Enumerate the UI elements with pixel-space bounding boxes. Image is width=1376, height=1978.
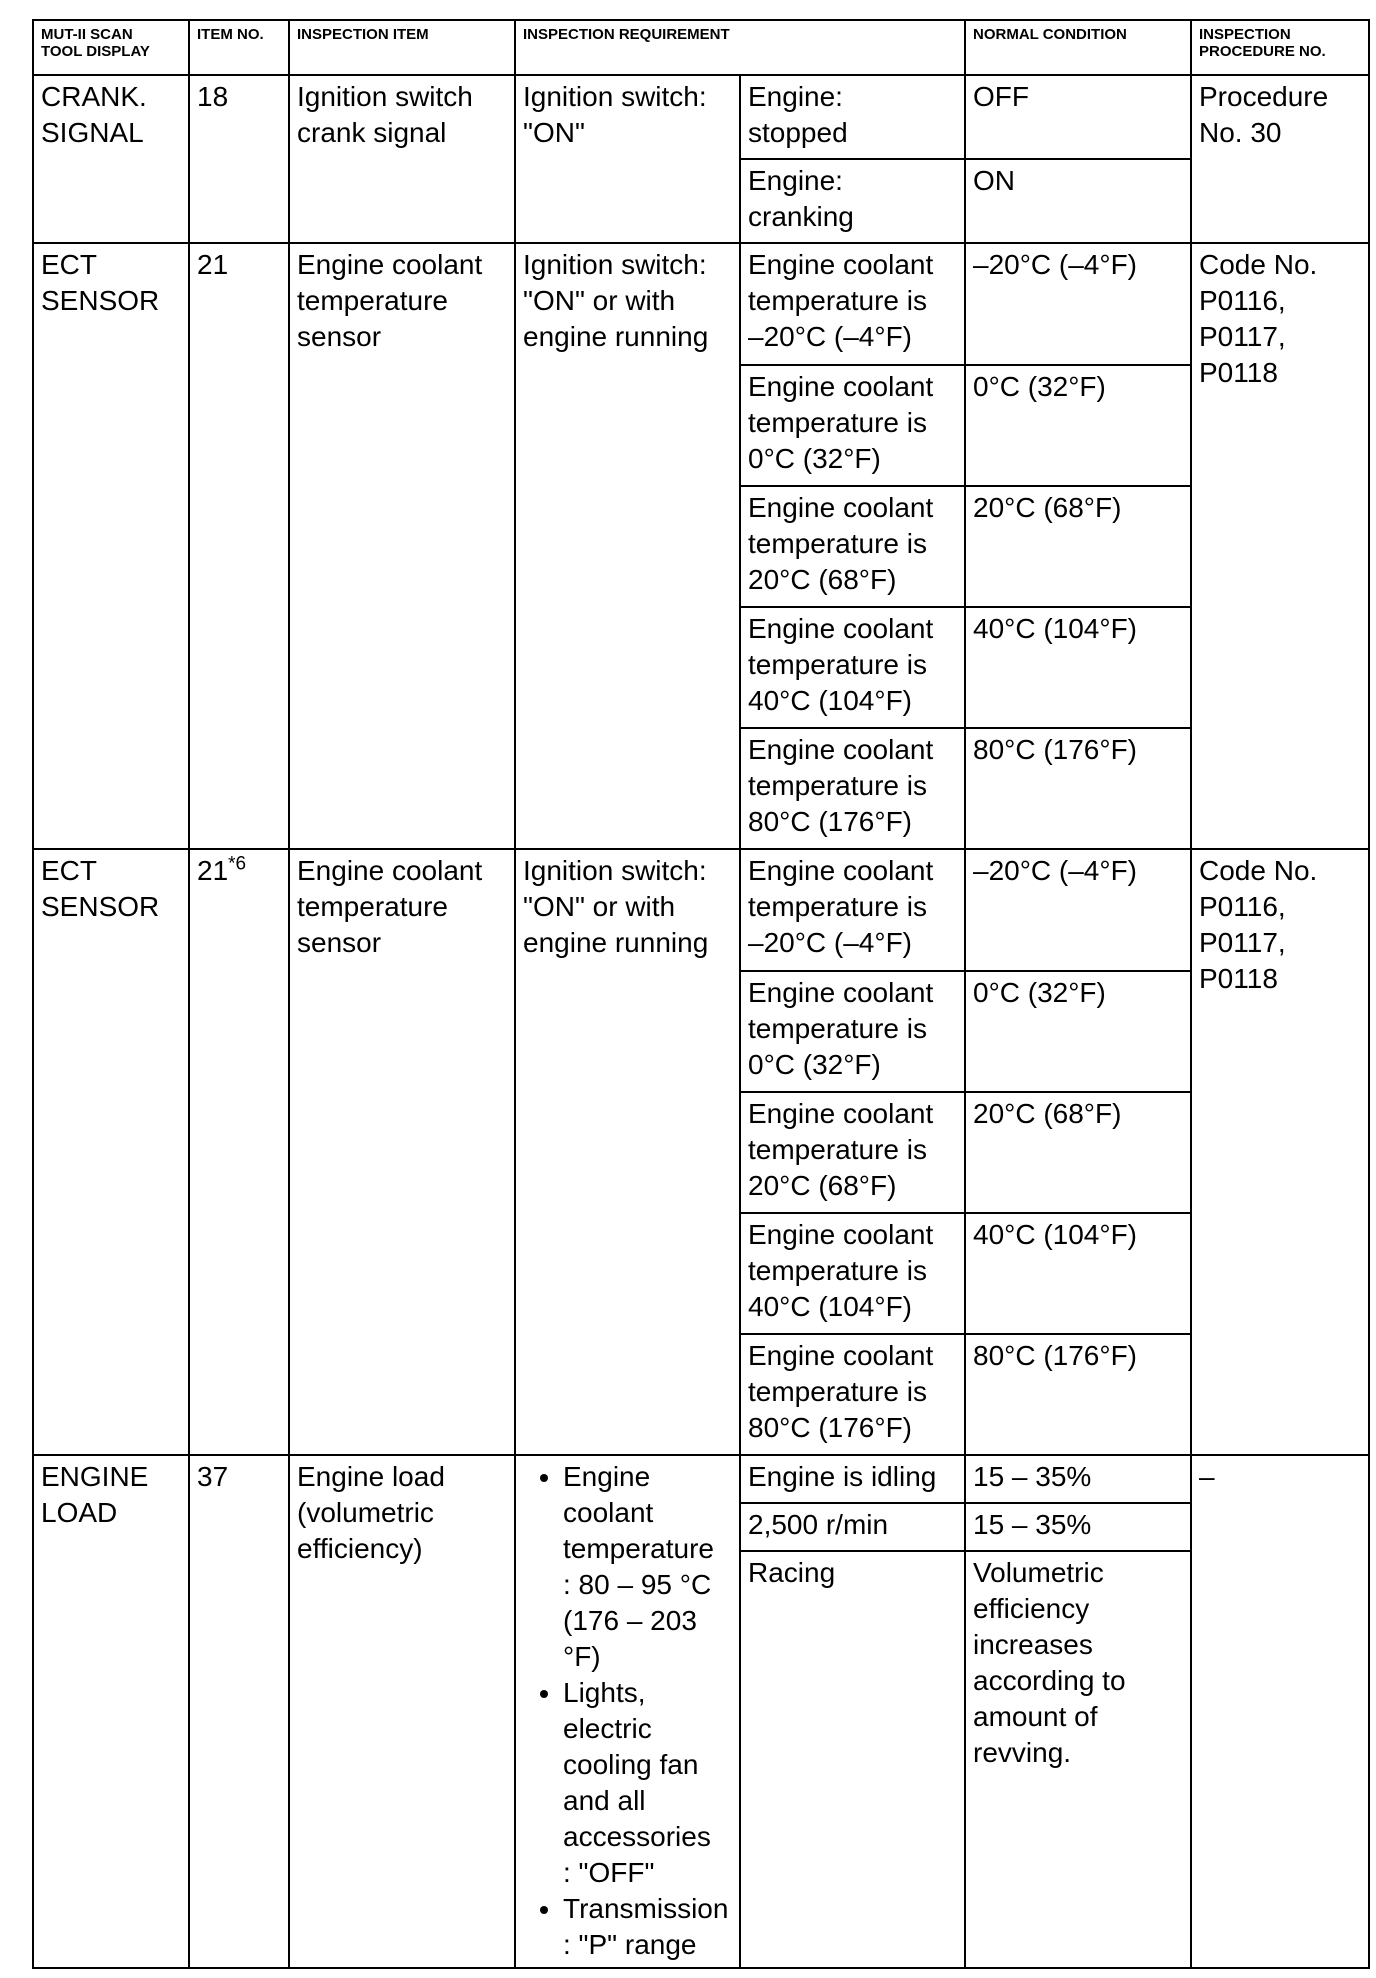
normal-condition-cell: 20°C (68°F) (965, 486, 1191, 607)
header-normal-condition: NORMAL CONDITION (965, 20, 1191, 75)
inspection-item-cell: Engine load (volumetric efficiency) (289, 1455, 515, 1968)
inspection-table (32, 19, 1370, 1969)
normal-condition-cell: ON (965, 159, 1191, 243)
procedure-cell: – (1191, 1455, 1369, 1968)
table-row (33, 75, 1369, 159)
header-row (33, 20, 1369, 75)
footnote-marker: *6 (228, 853, 247, 875)
sub-condition-cell: Engine coolant temperature is 0°C (32°F) (740, 971, 965, 1092)
inspection-requirement-cell (515, 1455, 740, 1968)
sub-condition-cell: Engine coolant temperature is 40°C (104°F) (740, 607, 965, 728)
sub-condition-cell: Engine coolant temperature is –20°C (–4°F) (740, 243, 965, 365)
inspection-requirement-cell: Ignition switch: "ON" or with engine running (515, 243, 740, 849)
procedure-cell: Code No. P0116, P0117, P0118 (1191, 243, 1369, 849)
normal-condition-cell: 20°C (68°F) (965, 1092, 1191, 1213)
table-row (33, 849, 1369, 971)
header-inspection-item: INSPECTION ITEM (289, 20, 515, 75)
header-scan-tool-display: MUT-II SCAN TOOL DISPLAY (33, 20, 189, 75)
sub-condition-cell: Racing (740, 1551, 965, 1968)
list-item: • Engine coolant temperature : 80 – 95 °C (176 – 203 °F) (563, 1459, 732, 1675)
normal-condition-cell: 80°C (176°F) (965, 728, 1191, 849)
sub-condition-cell: Engine coolant temperature is 0°C (32°F) (740, 365, 965, 486)
sub-condition-cell: Engine coolant temperature is 80°C (176°F) (740, 728, 965, 849)
header-procedure-no: INSPECTION PROCEDURE NO. (1191, 20, 1369, 75)
inspection-requirement-cell: Ignition switch: "ON" or with engine running (515, 849, 740, 1455)
sub-condition-cell: Engine: cranking (740, 159, 965, 243)
sub-condition-cell: Engine coolant temperature is 40°C (104°F) (740, 1213, 965, 1334)
scan-tool-display-cell: ECT SENSOR (33, 849, 189, 1455)
procedure-cell: Procedure No. 30 (1191, 75, 1369, 243)
normal-condition-cell: 40°C (104°F) (965, 607, 1191, 728)
normal-condition-cell: –20°C (–4°F) (965, 243, 1191, 365)
normal-condition-cell: Volumetric efficiency increases according to amount of revving. (965, 1551, 1191, 1968)
inspection-item-cell: Engine coolant temperature sensor (289, 849, 515, 1455)
normal-condition-cell: 80°C (176°F) (965, 1334, 1191, 1455)
sub-condition-cell: 2,500 r/min (740, 1503, 965, 1551)
item-no-cell: 18 (189, 75, 289, 243)
normal-condition-cell: 0°C (32°F) (965, 971, 1191, 1092)
inspection-item-cell: Ignition switch crank signal (289, 75, 515, 243)
sub-condition-cell: Engine: stopped (740, 75, 965, 159)
scan-tool-display-cell: ECT SENSOR (33, 243, 189, 849)
normal-condition-cell: OFF (965, 75, 1191, 159)
inspection-item-cell: Engine coolant temperature sensor (289, 243, 515, 849)
list-item: • Lights, electric cooling fan and all accessories : "OFF" (563, 1675, 732, 1891)
normal-condition-cell: 40°C (104°F) (965, 1213, 1191, 1334)
sub-condition-cell: Engine coolant temperature is 20°C (68°F) (740, 486, 965, 607)
header-inspection-requirement: INSPECTION REQUIREMENT (515, 20, 965, 75)
normal-condition-cell: 15 – 35% (965, 1455, 1191, 1503)
list-item: • Transmission : "P" range (563, 1891, 732, 1963)
scan-tool-display-cell: CRANK. SIGNAL (33, 75, 189, 243)
normal-condition-cell: 15 – 35% (965, 1503, 1191, 1551)
sub-condition-cell: Engine coolant temperature is 80°C (176°F) (740, 1334, 965, 1455)
inspection-requirement-cell: Ignition switch: "ON" (515, 75, 740, 243)
scan-tool-display-cell: ENGINE LOAD (33, 1455, 189, 1968)
table-row (33, 1455, 1369, 1503)
requirement-bullet-list (523, 1459, 732, 1963)
sub-condition-cell: Engine is idling (740, 1455, 965, 1503)
table-row (33, 243, 1369, 365)
item-no-cell: 37 (189, 1455, 289, 1968)
item-no-cell: 21$^{*6}$ (189, 849, 289, 1455)
normal-condition-cell: 0°C (32°F) (965, 365, 1191, 486)
sub-condition-cell: Engine coolant temperature is 20°C (68°F) (740, 1092, 965, 1213)
sub-condition-cell: Engine coolant temperature is –20°C (–4°F) (740, 849, 965, 971)
normal-condition-cell: –20°C (–4°F) (965, 849, 1191, 971)
item-no-cell: 21 (189, 243, 289, 849)
procedure-cell: Code No. P0116, P0117, P0118 (1191, 849, 1369, 1455)
header-item-no: ITEM NO. (189, 20, 289, 75)
inspection-table-container (32, 19, 1370, 1969)
